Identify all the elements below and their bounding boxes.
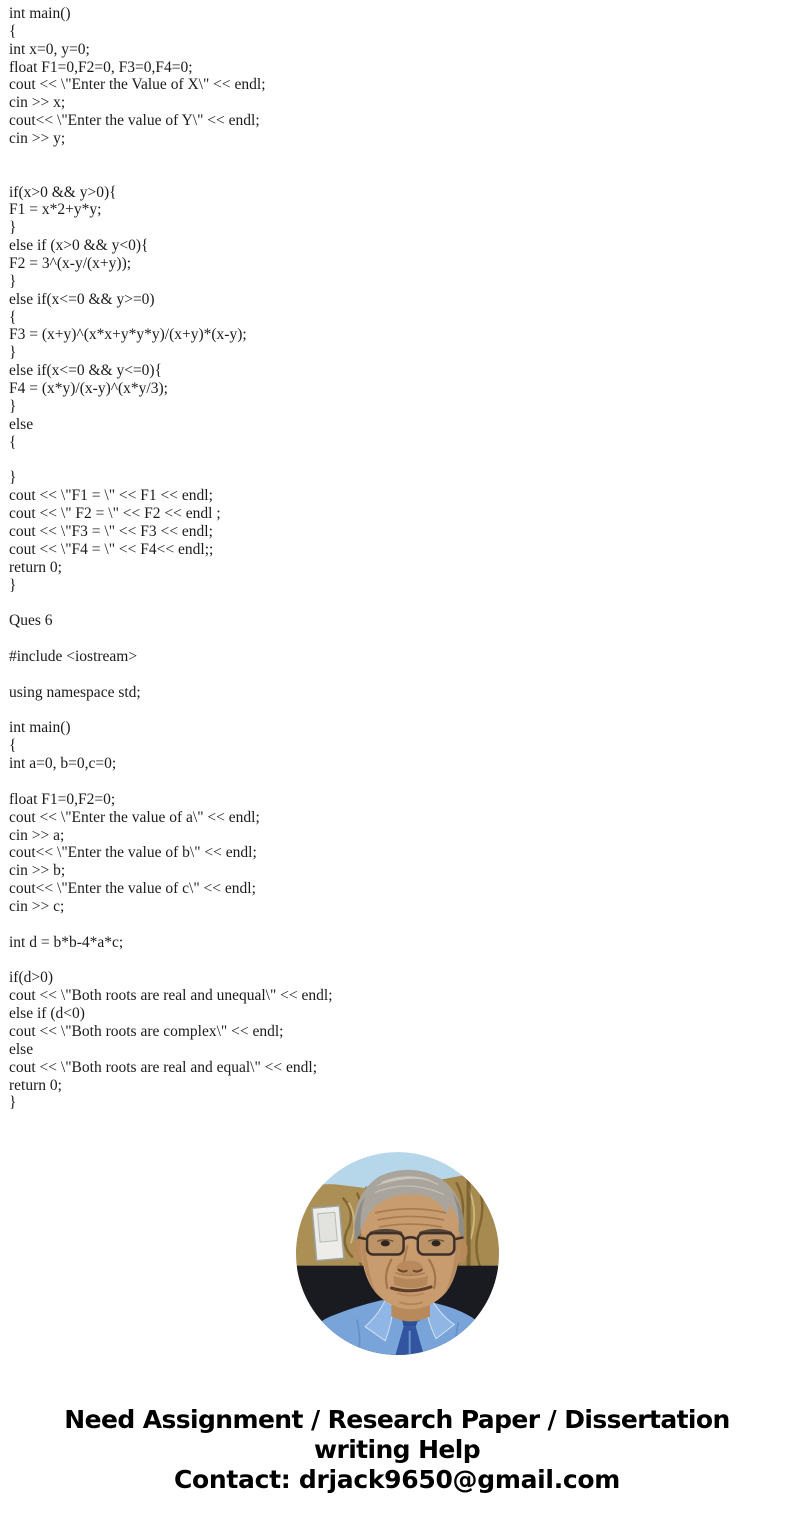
code-line: cout<< \"Enter the value of Y\" << endl; [9,112,260,130]
code-line: cin >> y; [9,130,66,148]
code-line: F2 = 3^(x-y/(x+y)); [9,255,132,273]
code-line [9,952,788,970]
code-line: int d = b*b-4*a*c; [9,933,124,951]
code-line: } [9,469,17,487]
code-line: } [9,344,17,362]
code-line: F3 = (x+y)^(x*x+y*y*y)/(x+y)*(x-y); [9,326,247,344]
code-line: cout << \"Both roots are complex\" << endl; [9,1022,284,1040]
code-line: int main() [9,5,71,22]
code-line: cout << \"F3 = \" << F3 << endl; [9,522,213,540]
avatar-row [0,1152,794,1355]
code-line [9,451,788,469]
code-line [9,702,788,720]
code-line: else if (d<0) [9,1005,85,1023]
code-line: float F1=0,F2=0; [9,790,116,808]
code-line: using namespace std; [9,683,141,701]
footer [0,1405,794,1495]
code-line: return 0; [9,1076,62,1094]
code-line: { [9,737,17,755]
code-line [9,148,788,166]
code-line: } [9,397,17,415]
code-line: cout<< \"Enter the value of c\" << endl; [9,880,256,898]
code-line: { [9,433,17,451]
code-line: } [9,219,17,237]
code-line: cout << \" F2 = \" << F2 << endl ; [9,505,221,523]
code-line: cin >> x; [9,94,66,112]
code-line: int main() [9,719,71,737]
code-line: cin >> c; [9,897,65,915]
code-line: cout << \"F1 = \" << F1 << endl; [9,487,213,505]
code-line: Ques 6 [9,612,53,630]
code-line: } [9,1094,17,1112]
code-line: } [9,576,17,594]
code-line [9,773,788,791]
code-line: cout<< \"Enter the value of b\" << endl; [9,844,257,862]
code-line: int x=0, y=0; [9,40,90,58]
code-line: cin >> b; [9,862,66,880]
code-line: cout << \"Enter the Value of X\" << endl; [9,76,266,94]
code-line: #include <iostream> [9,647,138,665]
code-line: else if(x<=0 && y<=0){ [9,362,163,380]
portrait-photo [296,1152,499,1355]
code-line: cout << \"Enter the value of a\" << endl; [9,808,260,826]
code-line: else [9,415,34,433]
code-line: { [9,22,17,40]
code-line [9,630,788,648]
code-line: if(x>0 && y>0){ [9,183,117,201]
code-line: else if (x>0 && y<0){ [9,237,149,255]
code-line: cin >> a; [9,826,65,844]
code-line: F4 = (x*y)/(x-y)^(x*y/3); [9,380,168,398]
code-line: } [9,272,17,290]
footer-heading: Need Assignment / Research Paper / Dissertation writing Help [64,1405,730,1465]
code-line [9,916,788,934]
code-line: cout << \"F4 = \" << F4<< endl;; [9,540,214,558]
code-line [9,594,788,612]
code-line [9,666,788,684]
code-line: return 0; [9,558,62,576]
code-line: cout << \"Both roots are real and unequal\" << endl; [9,987,333,1005]
code-line: { [9,308,17,326]
code-line: else if(x<=0 && y>=0) [9,290,155,308]
code-line: cout << \"Both roots are real and equal\" << endl; [9,1058,318,1076]
code-line: float F1=0,F2=0, F3=0,F4=0; [9,58,193,76]
code-line [9,166,788,184]
footer-contact: Contact: drjack9650@gmail.com [173,1465,621,1495]
code-line: if(d>0) [9,969,54,987]
avatar [296,1152,499,1355]
code-line: else [9,1040,34,1058]
code-line: F1 = x*2+y*y; [9,201,102,219]
code-line: int a=0, b=0,c=0; [9,755,117,773]
